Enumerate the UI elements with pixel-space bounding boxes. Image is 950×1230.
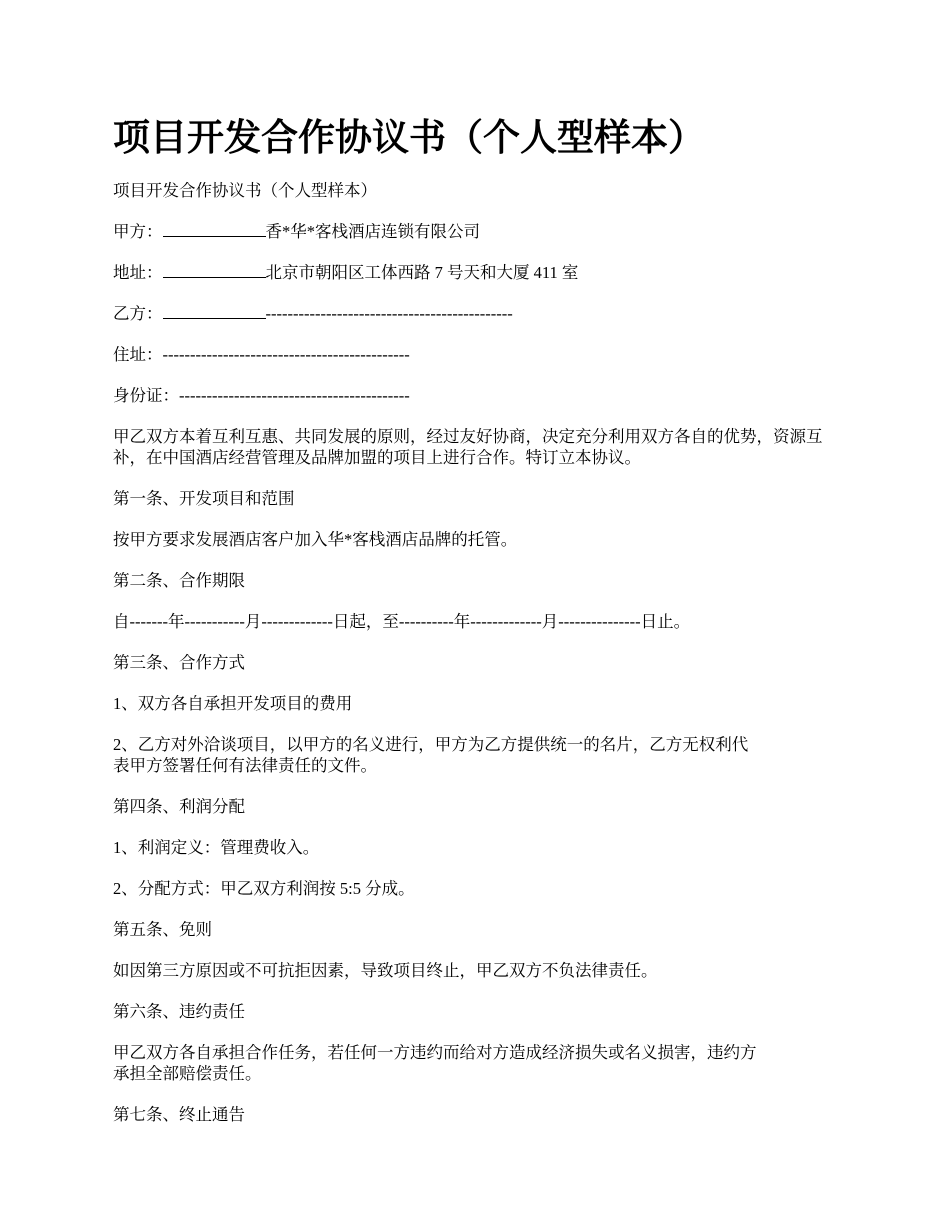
blank-underline — [163, 303, 266, 319]
party-b-value: --------------------------------------------- — [265, 304, 513, 323]
article-3-item-2-line-2: 表甲方签署任何有法律责任的文件。 — [113, 756, 377, 775]
document-subtitle: 项目开发合作协议书（个人型样本） — [113, 181, 377, 200]
article-6-heading: 第六条、违约责任 — [113, 1002, 245, 1021]
article-3-item-2-line-1: 2、乙方对外洽谈项目，以甲方的名义进行，甲方为乙方提供统一的名片，乙方无权利代 — [113, 735, 749, 754]
article-1-body: 按甲方要求发展酒店客户加入华*客栈酒店品牌的托管。 — [113, 530, 518, 549]
residence-line: 住址：--------------------------------------------- — [113, 345, 410, 364]
id-card-line: 身份证：------------------------------------------ — [113, 386, 410, 405]
article-3-item-1: 1、双方各自承担开发项目的费用 — [113, 694, 353, 713]
blank-underline — [163, 221, 266, 237]
article-6-body — [113, 1042, 853, 1084]
party-a-line — [113, 221, 853, 242]
address-line — [113, 262, 853, 283]
article-5-heading: 第五条、免则 — [113, 920, 212, 939]
article-6-body-line-1: 甲乙双方各自承担合作任务，若任何一方违约而给对方造成经济损失或名义损害，违约方 — [113, 1043, 757, 1062]
article-7-heading: 第七条、终止通告 — [113, 1105, 245, 1124]
address-value: 北京市朝阳区工体西路 7 号天和大厦 411 室 — [265, 263, 579, 282]
article-2-body: 自-------年-----------月-------------日起，至----------年-------------月---------------日止。 — [113, 612, 691, 631]
party-b-line — [113, 303, 853, 324]
party-a-value: 香*华*客栈酒店连锁有限公司 — [265, 222, 480, 241]
article-5-body: 如因第三方原因或不可抗拒因素，导致项目终止，甲乙双方不负法律责任。 — [113, 961, 658, 980]
preamble-paragraph: 甲乙双方本着互利互惠、共同发展的原则，经过友好协商，决定充分利用双方各自的优势，资源互补，在中国酒店经营管理及品牌加盟的项目上进行合作。特订立本协议。 — [113, 427, 823, 467]
article-3-heading: 第三条、合作方式 — [113, 653, 245, 672]
article-4-heading: 第四条、利润分配 — [113, 797, 245, 816]
article-6-body-line-2: 承担全部赔偿责任。 — [113, 1064, 262, 1083]
blank-underline — [163, 262, 266, 278]
article-2-heading: 第二条、合作期限 — [113, 571, 245, 590]
article-4-item-2: 2、分配方式：甲乙双方利润按 5:5 分成。 — [113, 879, 415, 898]
party-b-label: 乙方： — [113, 304, 163, 323]
document-title: 项目开发合作协议书（个人型样本） — [113, 115, 705, 159]
article-4-item-1: 1、利润定义：管理费收入。 — [113, 838, 320, 857]
address-label: 地址： — [113, 263, 163, 282]
document-body — [113, 112, 853, 1125]
party-a-label: 甲方： — [113, 222, 163, 241]
article-1-heading: 第一条、开发项目和范围 — [113, 489, 295, 508]
article-3-item-2 — [113, 734, 853, 776]
